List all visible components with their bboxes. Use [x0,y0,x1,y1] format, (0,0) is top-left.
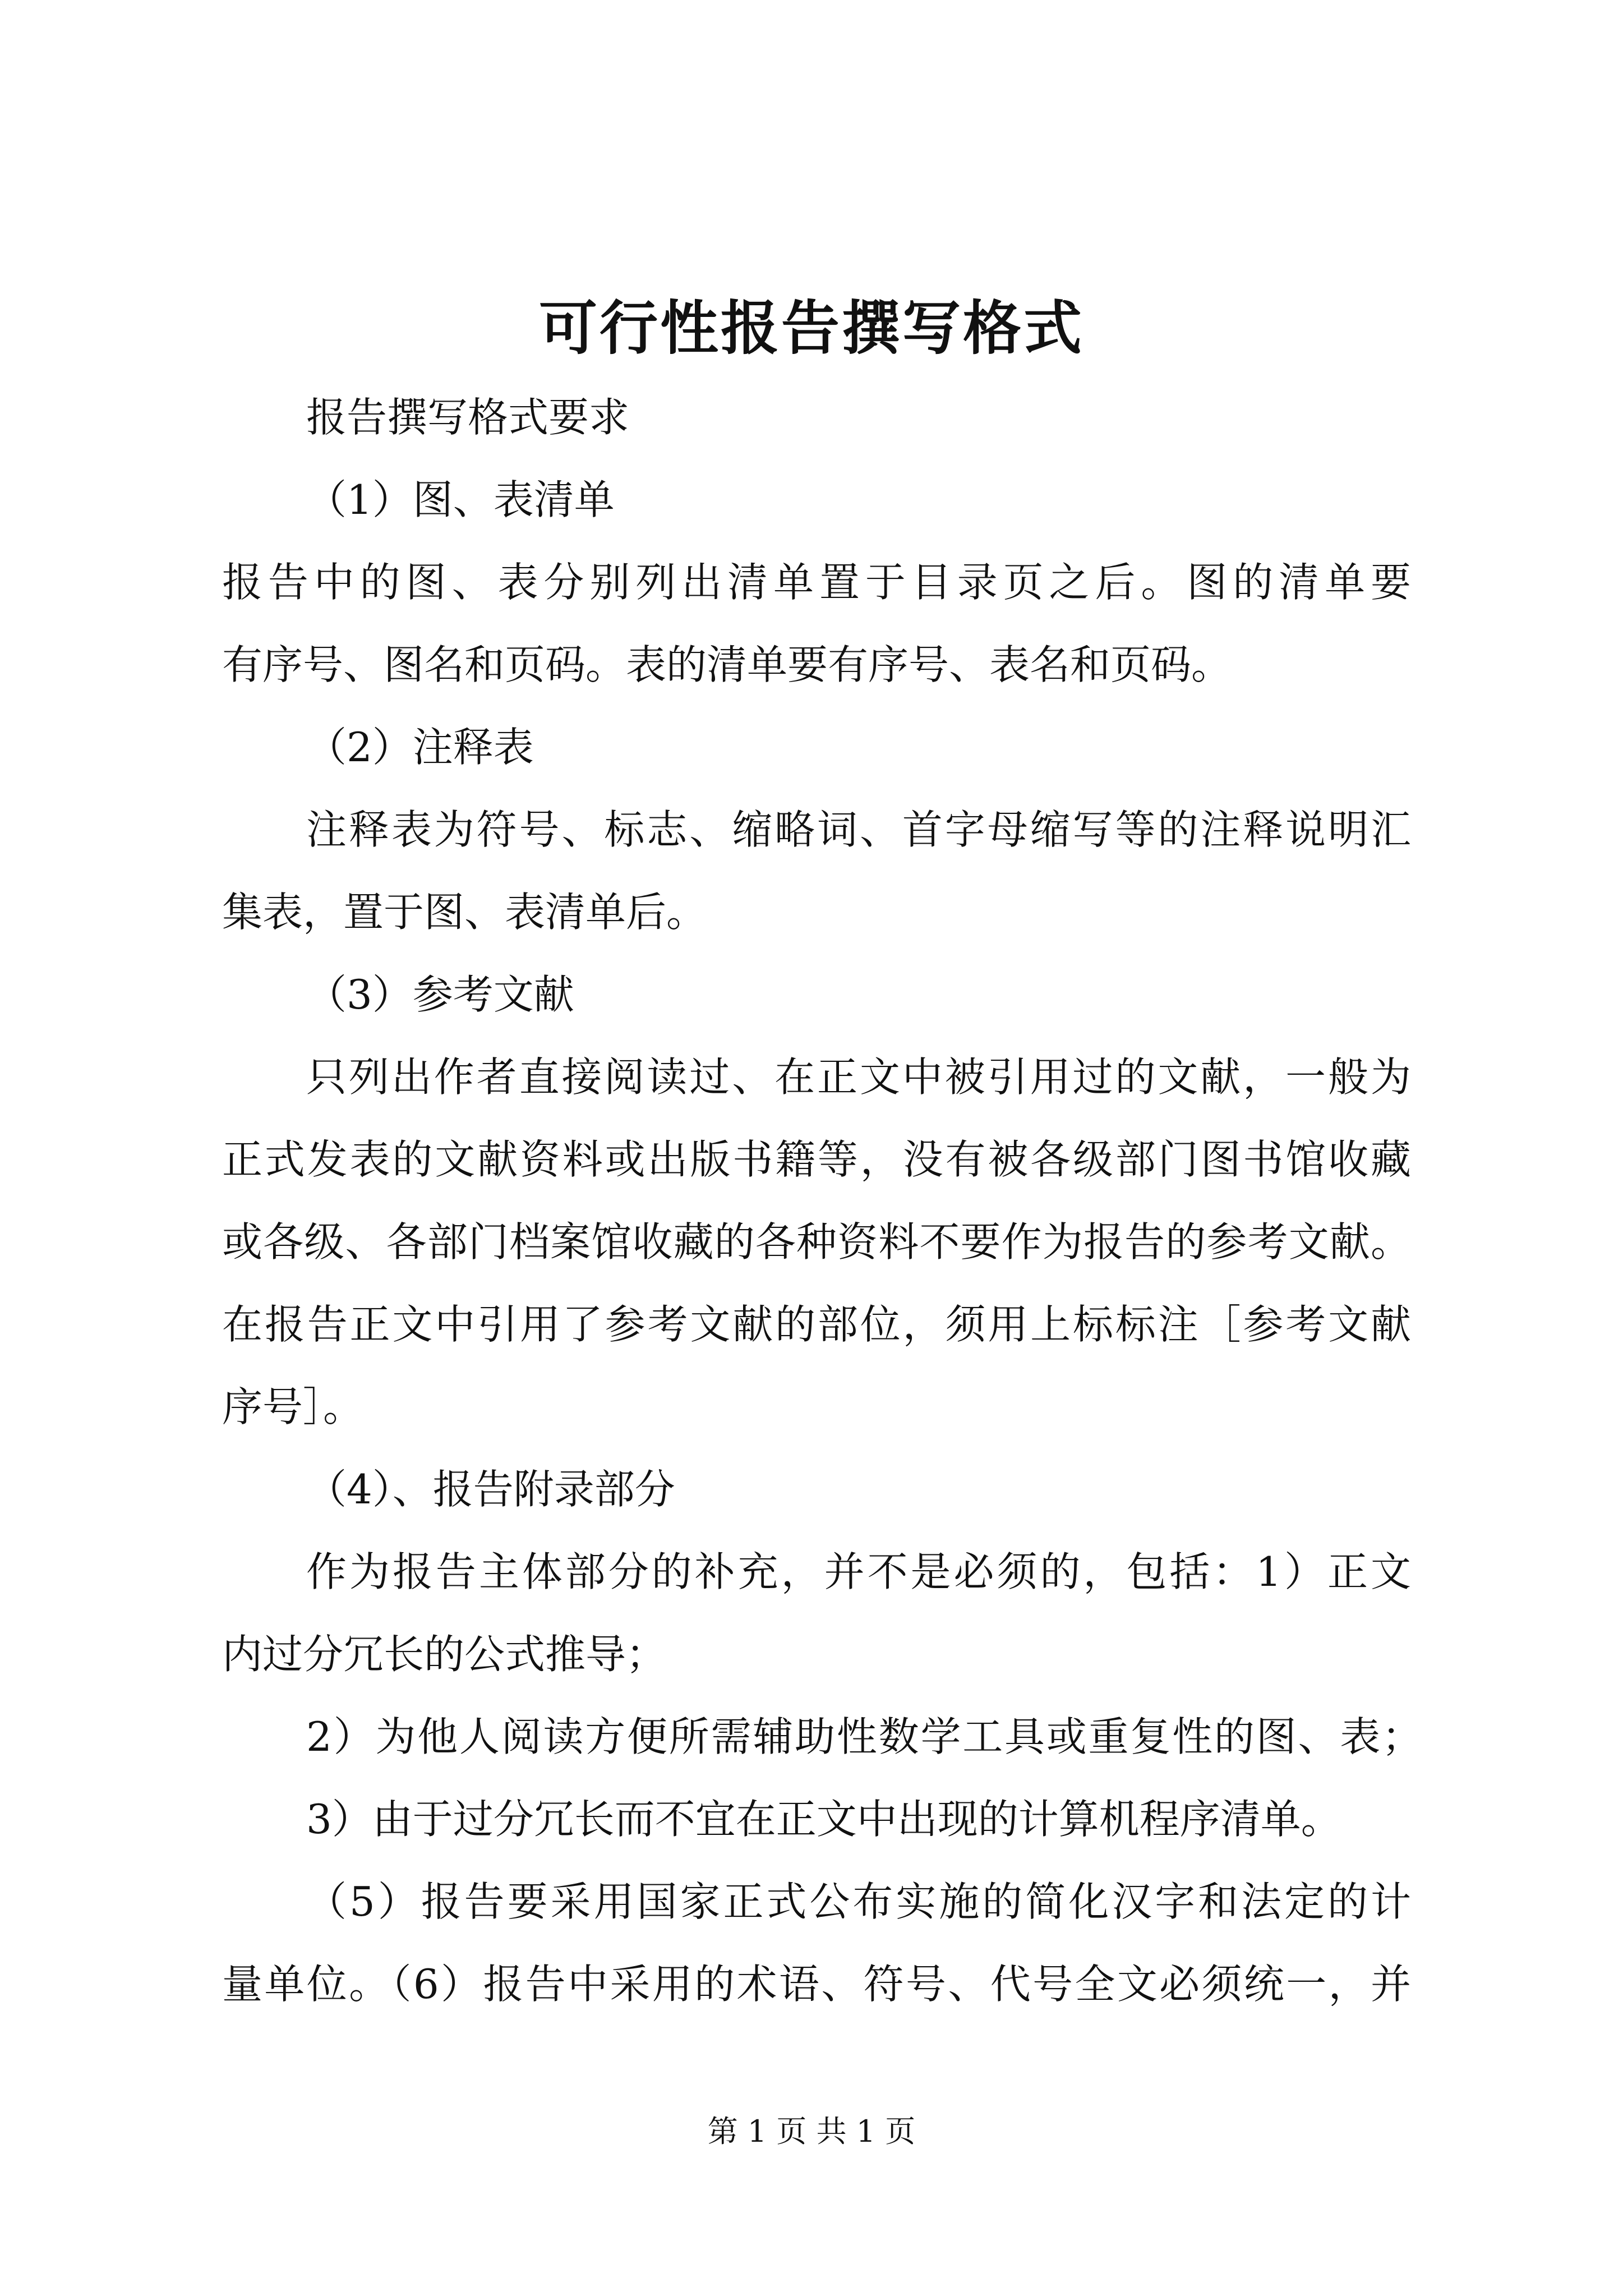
paragraph-line: 只列出作者直接阅读过、在正文中被引用过的文献，一般为 [306,1053,1411,1101]
paragraph-line: （5）报告要采用国家正式公布实施的简化汉字和法定的计 [306,1878,1411,1925]
item-heading-3: （3）参考文献 [306,971,574,1018]
paragraph-line: 报告中的图、表分别列出清单置于目录页之后。图的清单要 [222,559,1411,606]
paragraph-line: 序号］。 [222,1383,364,1430]
paragraph-line: 正式发表的文献资料或出版书籍等，没有被各级部门图书馆收藏 [222,1136,1411,1183]
section-heading: 报告撰写格式要求 [306,394,630,441]
item-heading-2: （2）注释表 [306,724,534,771]
paragraph-line: 有序号、图名和页码。表的清单要有序号、表名和页码。 [222,641,1232,688]
page-footer: 第 1 页 共 1 页 [707,2114,916,2149]
item-heading-4: （4）、报告附录部分 [306,1466,675,1513]
paragraph-line: 在报告正文中引用了参考文献的部位，须用上标标注［参考文献 [222,1301,1411,1348]
paragraph-line: 量单位。（6）报告中采用的术语、符号、代号全文必须统一，并 [222,1961,1411,2008]
paragraph-line: 作为报告主体部分的补充，并不是必须的，包括：1）正文 [306,1548,1411,1595]
paragraph-line: 内过分冗长的公式推导； [222,1631,667,1678]
item-heading-1: （1）图、表清单 [306,476,615,523]
paragraph-line: 集表，置于图、表清单后。 [222,889,707,936]
paragraph-line: 3）由于过分冗长而不宜在正文中出现的计算机程序清单。 [306,1796,1341,1843]
paragraph-line: 2）为他人阅读方便所需辅助性数学工具或重复性的图、表； [306,1713,1422,1760]
paragraph-line: 或各级、各部门档案馆收藏的各种资料不要作为报告的参考文献。 [222,1218,1411,1266]
document-title: 可行性报告撰写格式 [538,293,1084,362]
paragraph-line: 注释表为符号、标志、缩略词、首字母缩写等的注释说明汇 [306,806,1411,853]
